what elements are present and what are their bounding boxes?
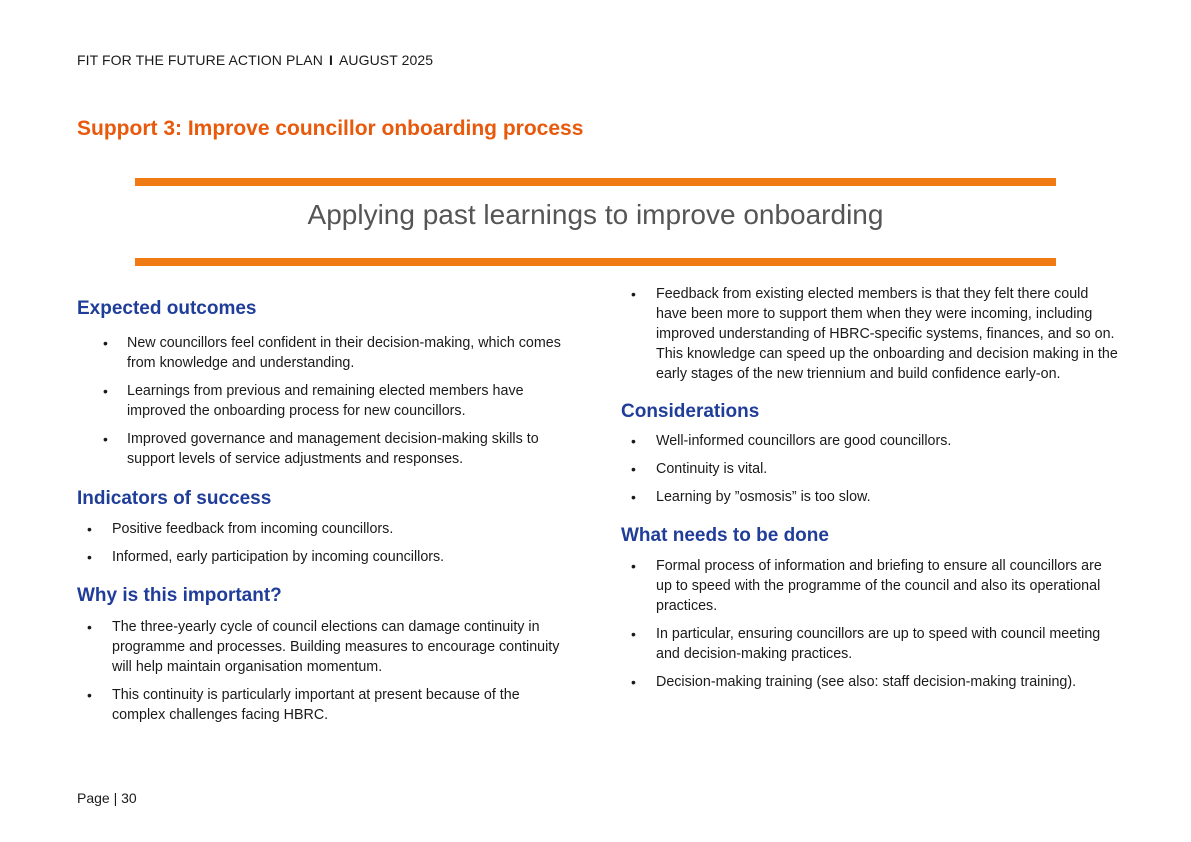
bullet-icon: • <box>631 674 636 690</box>
list-item: • This continuity is particularly important at present because of the complex challenges facing HBRC. <box>87 687 520 723</box>
list-item: • The three-yearly cycle of council elections can damage continuity in programme and processes. Building measures to encourage continuity will help maintain organisation momentum. <box>87 619 560 675</box>
indicators-list <box>77 519 567 567</box>
left-column <box>77 296 567 725</box>
list-item: • Learnings from previous and remaining elected members have improved the onboarding process for new councillors. <box>103 383 524 419</box>
bullet-icon: • <box>631 558 636 574</box>
bullet-icon: • <box>103 335 108 351</box>
list-item: • Informed, early participation by incoming councillors. <box>87 549 445 565</box>
subtitle-top-rule <box>135 178 1056 186</box>
header-doc-title: FIT FOR THE FUTURE ACTION PLAN <box>77 52 323 68</box>
bullet-icon: • <box>631 461 636 477</box>
list-item: • New councillors feel confident in their decision-making, which comes from knowledge and understanding. <box>103 335 561 371</box>
expected-outcomes-heading: Expected outcomes <box>77 298 257 319</box>
bullet-icon: • <box>87 549 92 565</box>
subtitle-bottom-rule <box>135 258 1056 266</box>
bullet-icon: • <box>87 619 92 635</box>
why-important-list <box>77 617 567 725</box>
what-needs-heading: What needs to be done <box>621 525 829 546</box>
list-item: • Improved governance and management decision-making skills to support levels of service adjustments and responses. <box>103 431 539 467</box>
bullet-icon: • <box>103 383 108 399</box>
considerations-heading: Considerations <box>621 401 760 422</box>
list-item: • Continuity is vital. <box>631 461 768 477</box>
what-needs-list <box>621 556 1121 692</box>
expected-outcomes-list <box>77 333 567 469</box>
list-item: • Decision-making training (see also: staff decision-making training). <box>631 674 1077 690</box>
header-date: AUGUST 2025 <box>338 52 434 68</box>
bullet-icon: • <box>631 286 636 302</box>
why-important-heading: Why is this important? <box>77 585 282 606</box>
list-item: • Positive feedback from incoming councillors. <box>87 521 394 537</box>
list-item: • In particular, ensuring councillors are up to speed with council meeting and decision-making practices. <box>631 626 1101 662</box>
bullet-icon: • <box>631 489 636 505</box>
section-title: Support 3: Improve councillor onboarding process <box>77 117 584 140</box>
subtitle: Applying past learnings to improve onboarding <box>307 199 884 230</box>
considerations-list <box>621 431 1121 507</box>
bullet-icon: • <box>103 431 108 447</box>
document-header <box>77 52 433 68</box>
header-separator: I <box>328 52 333 68</box>
list-item: • Learning by ”osmosis” is too slow. <box>631 489 871 505</box>
indicators-heading: Indicators of success <box>77 488 272 509</box>
list-item: • Well-informed councillors are good councillors. <box>631 433 952 449</box>
page-number: Page | 30 <box>77 790 137 806</box>
continued-list <box>621 284 1121 384</box>
right-column <box>621 284 1121 692</box>
bullet-icon: • <box>631 626 636 642</box>
bullet-icon: • <box>87 687 92 703</box>
bullet-icon: • <box>87 521 92 537</box>
list-item: • Feedback from existing elected members is that they felt there could have been more to support them when they were incoming, including improved understanding of HBRC-specific systems, finances, and so on. This knowledge can speed up the onboarding and decision making in the early stages of the new triennium and build confidence early-on. <box>631 286 1118 382</box>
list-item: • Formal process of information and briefing to ensure all councillors are up to speed with the programme of the council and also its operational practices. <box>631 558 1102 614</box>
bullet-icon: • <box>631 433 636 449</box>
